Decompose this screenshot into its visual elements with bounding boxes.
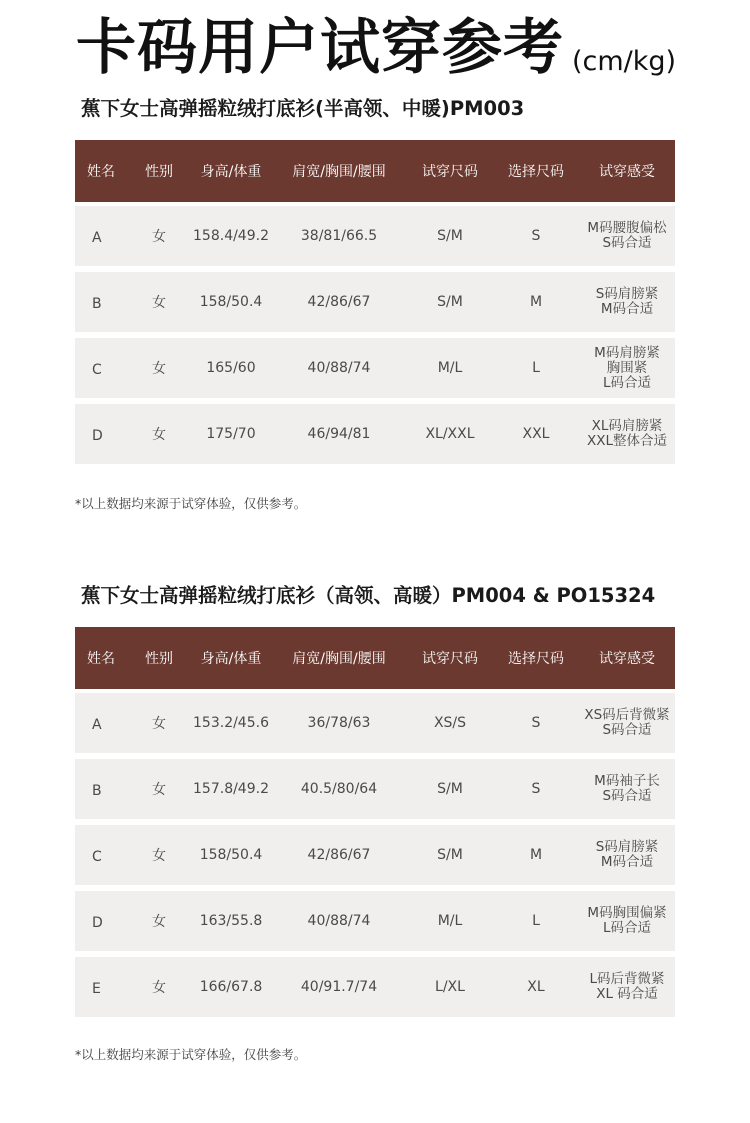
fit-feedback-line: XL码肩膀紧 — [591, 418, 663, 434]
table-header — [75, 627, 675, 689]
table-row — [75, 272, 675, 332]
cell-height-weight: 158.4/49.2 — [193, 228, 269, 244]
fit-feedback-line: M码腰腹偏松 — [587, 220, 667, 236]
cell-gender: 女 — [152, 295, 166, 311]
fit-feedback-line: L码合适 — [602, 374, 652, 391]
column-header-name: 姓名 — [87, 164, 115, 180]
cell-chosen-size: L — [532, 913, 540, 929]
cell-height-weight: 158/50.4 — [199, 847, 263, 863]
table-row — [75, 404, 675, 464]
cell-name: E — [92, 981, 101, 997]
table-row — [75, 338, 675, 398]
disclaimer-note: *以上数据均来源于试穿体验，仅供参考。 — [75, 496, 307, 511]
cell-tried-size: M/L — [437, 360, 463, 376]
cell-chosen-size: S — [531, 781, 541, 797]
unit-label: (cm/kg) — [572, 46, 677, 77]
size-table-section — [75, 94, 675, 514]
cell-height-weight: 158/50.4 — [199, 294, 263, 310]
fit-feedback-line: S码合适 — [602, 788, 652, 804]
cell-chosen-size: M — [529, 294, 543, 310]
fit-feedback-line: S码合适 — [602, 722, 652, 738]
page-title: 卡码用户试穿参考 — [76, 13, 564, 83]
table-header — [75, 140, 675, 202]
cell-measurements: 42/86/67 — [307, 294, 371, 310]
product-name: 蕉下女士高弹摇粒绒打底衫（高领、高暖）PM004 & PO15324 — [81, 584, 656, 607]
size-table-section — [75, 581, 675, 1061]
cell-fit-feedback — [579, 693, 675, 753]
column-header-chosen-size: 选择尺码 — [508, 164, 564, 180]
fit-feedback-line: M码合适 — [600, 301, 654, 317]
column-header-gender: 性别 — [145, 164, 173, 180]
fit-feedback-line: M码胸围偏紧 — [587, 905, 667, 921]
cell-height-weight: 153.2/45.6 — [193, 715, 269, 731]
cell-name: D — [92, 915, 103, 931]
cell-name: A — [92, 717, 102, 733]
table-row — [75, 693, 675, 753]
cell-measurements: 46/94/81 — [307, 426, 371, 442]
table-row — [75, 891, 675, 951]
cell-tried-size: S/M — [437, 228, 463, 244]
table-row — [75, 957, 675, 1017]
cell-gender: 女 — [152, 229, 166, 245]
table-row — [75, 825, 675, 885]
cell-tried-size: M/L — [437, 913, 463, 929]
cell-tried-size: XS/S — [433, 715, 467, 731]
cell-gender: 女 — [152, 848, 166, 864]
cell-gender: 女 — [152, 782, 166, 798]
cell-gender: 女 — [152, 716, 166, 732]
fit-feedback-line: L码后背微紧 — [589, 971, 665, 987]
fit-feedback-line: S码合适 — [602, 235, 652, 251]
fit-feedback-line: M码合适 — [600, 854, 654, 870]
cell-chosen-size: S — [531, 228, 541, 244]
cell-height-weight: 166/67.8 — [199, 979, 263, 995]
cell-name: B — [92, 783, 102, 799]
cell-fit-feedback — [579, 891, 675, 951]
cell-tried-size: S/M — [437, 294, 463, 310]
cell-name: D — [92, 428, 103, 444]
cell-name: C — [92, 849, 102, 865]
cell-fit-feedback — [579, 825, 675, 885]
fit-feedback-line: XXL整体合适 — [586, 433, 668, 449]
column-header-tried-size: 试穿尺码 — [422, 651, 478, 667]
fit-feedback-line: XS码后背微紧 — [584, 707, 670, 723]
cell-tried-size: S/M — [437, 781, 463, 797]
fit-feedback-line: S码肩膀紧 — [595, 839, 659, 855]
cell-gender: 女 — [152, 361, 166, 377]
cell-chosen-size: S — [531, 715, 541, 731]
cell-gender: 女 — [152, 914, 166, 930]
column-header-measurements: 肩宽/胸围/腰围 — [292, 651, 386, 667]
fit-feedback-line: M码袖子长 — [594, 773, 660, 789]
column-header-tried-size: 试穿尺码 — [422, 164, 478, 180]
cell-gender: 女 — [152, 980, 166, 996]
cell-fit-feedback — [579, 206, 675, 266]
cell-name: A — [92, 230, 102, 246]
cell-chosen-size: XL — [527, 979, 545, 995]
cell-fit-feedback — [579, 957, 675, 1017]
cell-name: C — [92, 362, 102, 378]
cell-fit-feedback — [579, 759, 675, 819]
cell-measurements: 42/86/67 — [307, 847, 371, 863]
cell-chosen-size: M — [529, 847, 543, 863]
cell-fit-feedback — [579, 404, 675, 464]
product-name: 蕉下女士高弹摇粒绒打底衫(半高领、中暖)PM003 — [81, 97, 525, 120]
cell-chosen-size: XXL — [522, 426, 550, 442]
cell-measurements: 40/91.7/74 — [300, 979, 378, 995]
cell-height-weight: 157.8/49.2 — [193, 781, 269, 797]
disclaimer-note: *以上数据均来源于试穿体验，仅供参考。 — [75, 1047, 307, 1062]
cell-height-weight: 165/60 — [206, 360, 256, 376]
column-header-name: 姓名 — [87, 651, 115, 667]
fit-feedback-line: 胸围紧 — [606, 359, 648, 376]
cell-measurements: 38/81/66.5 — [300, 228, 378, 244]
cell-name: B — [92, 296, 102, 312]
cell-measurements: 40.5/80/64 — [300, 781, 378, 797]
column-header-height-weight: 身高/体重 — [200, 651, 262, 667]
cell-tried-size: L/XL — [435, 979, 465, 995]
cell-tried-size: XL/XXL — [425, 426, 475, 442]
fit-feedback-line: M码肩膀紧 — [594, 344, 660, 361]
cell-measurements: 40/88/74 — [307, 360, 371, 376]
fit-feedback-line: XL 码合适 — [596, 986, 658, 1002]
fit-feedback-line: S码肩膀紧 — [595, 286, 659, 302]
cell-fit-feedback — [579, 338, 675, 398]
column-header-gender: 性别 — [145, 651, 173, 667]
cell-fit-feedback — [579, 272, 675, 332]
table-row — [75, 759, 675, 819]
cell-tried-size: S/M — [437, 847, 463, 863]
column-header-measurements: 肩宽/胸围/腰围 — [292, 164, 386, 180]
cell-chosen-size: L — [532, 360, 540, 376]
table-row — [75, 206, 675, 266]
fit-feedback-line: L码合适 — [602, 920, 652, 936]
cell-gender: 女 — [152, 427, 166, 443]
column-header-fit-feedback: 试穿感受 — [599, 164, 655, 180]
column-header-fit-feedback: 试穿感受 — [599, 651, 655, 667]
cell-height-weight: 175/70 — [206, 426, 256, 442]
cell-measurements: 40/88/74 — [307, 913, 371, 929]
column-header-chosen-size: 选择尺码 — [508, 651, 564, 667]
cell-measurements: 36/78/63 — [307, 715, 371, 731]
cell-height-weight: 163/55.8 — [199, 913, 263, 929]
column-header-height-weight: 身高/体重 — [200, 164, 262, 180]
